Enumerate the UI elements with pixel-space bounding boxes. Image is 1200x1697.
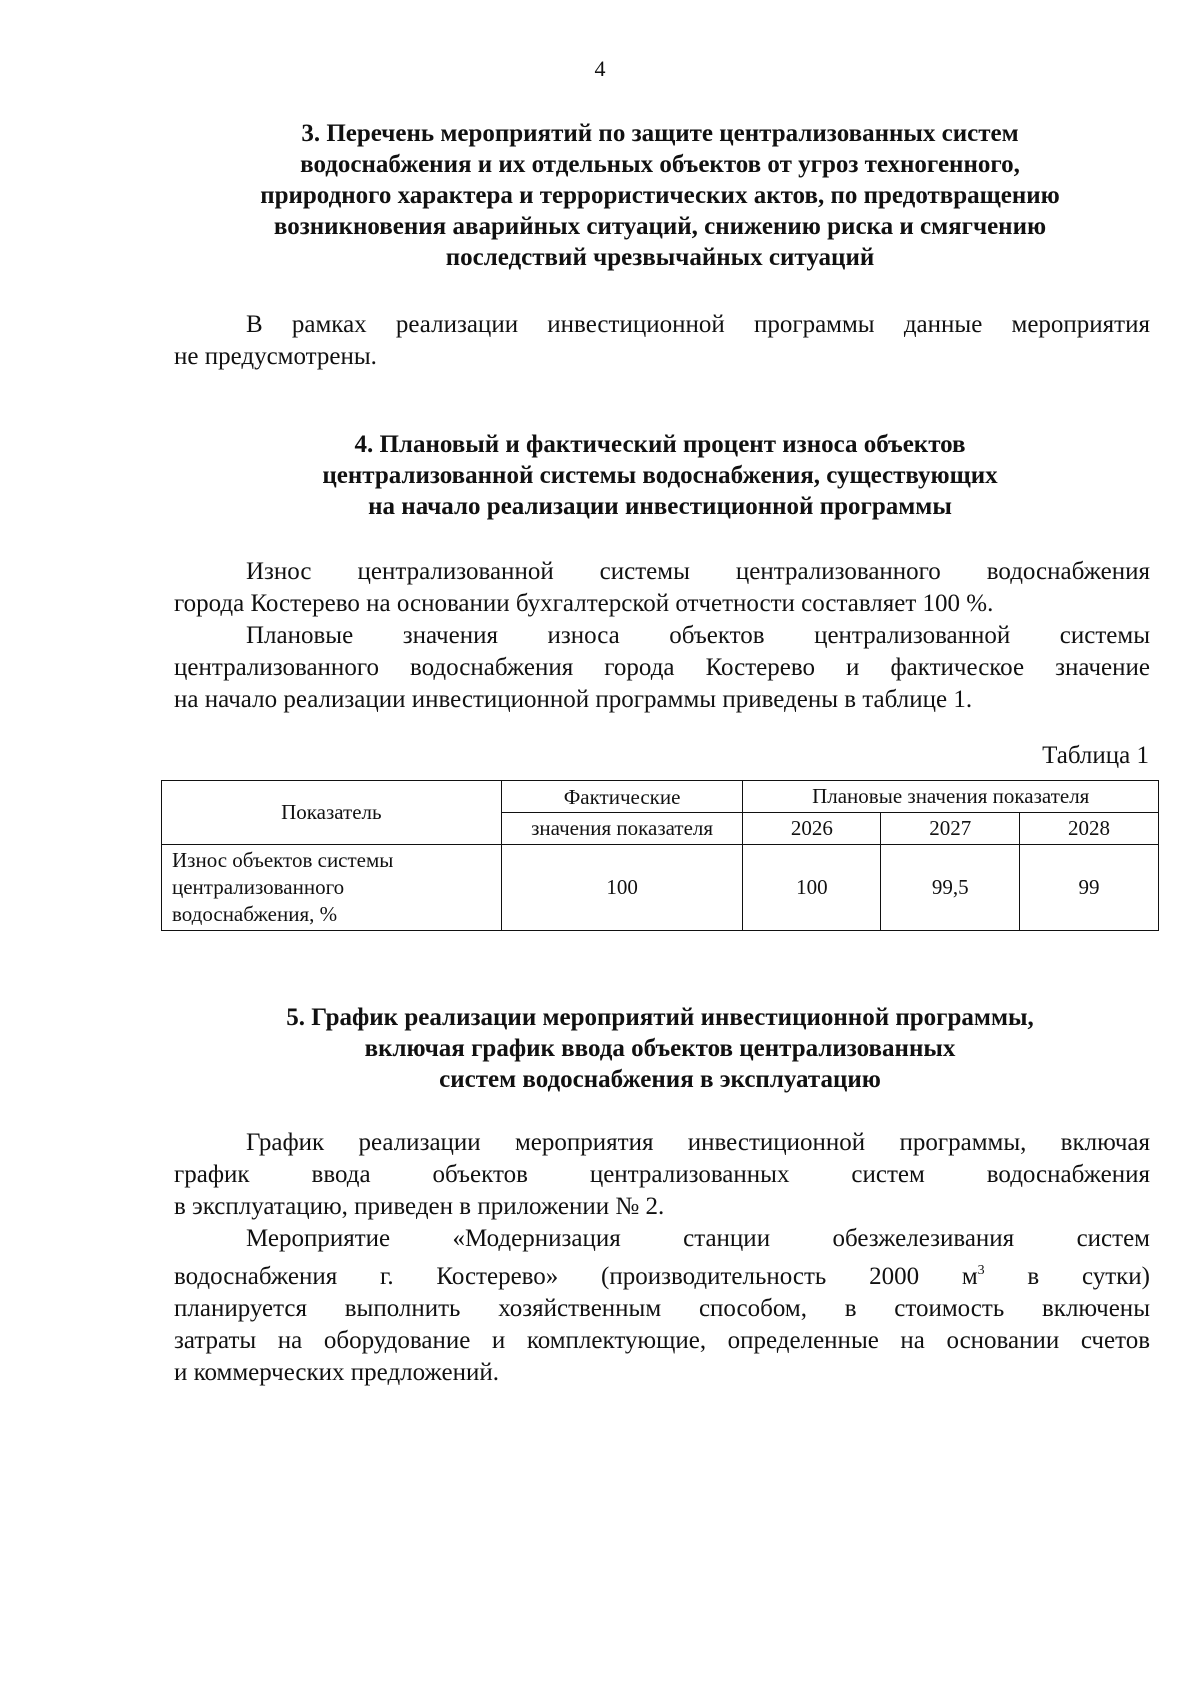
paragraph-line: и коммерческих предложений. [174,1359,499,1386]
header-actual-line1: Фактические [501,781,743,813]
heading-line: систем водоснабжения в эксплуатацию [439,1066,881,1093]
header-year: 2028 [1020,813,1159,845]
header-year: 2027 [881,813,1020,845]
section-5-paragraph-1 [174,1127,1150,1223]
heading-line: последствий чрезвычайных ситуаций [445,244,875,271]
heading-line: 5. График реализации мероприятий инвестиционной программы, [286,1004,1034,1031]
paragraph-line: в эксплуатацию, приведен в приложении № 2. [174,1193,665,1220]
page-number: 4 [594,56,606,81]
paragraph-line: В рамках реализации инвестиционной программы данные мероприятия [246,311,1150,338]
row-actual-value: 100 [501,845,743,931]
paragraph-line [174,1255,1150,1293]
paragraph-line: не предусмотрены. [174,343,377,370]
paragraph-line: Износ централизованной системы централизованного водоснабжения [246,558,1150,585]
section-5-heading [170,1002,1150,1095]
section-3-paragraph [174,309,1150,373]
text-fragment: водоснабжения г. Костерево» (производительность 2000 м [174,1263,978,1290]
superscript: 3 [977,1263,985,1278]
table-row [162,845,1159,931]
paragraph-line: планируется выполнить хозяйственным способом, в стоимость включены [174,1295,1150,1322]
row-name-line: Износ объектов системы [172,848,394,872]
heading-line: природного характера и террористических актов, по предотвращению [260,182,1060,209]
header-actual-line2: значения показателя [501,813,743,845]
heading-line: 4. Плановый и фактический процент износа объектов [354,431,966,458]
header-year: 2026 [743,813,881,845]
heading-line: включая график ввода объектов централизованных [364,1035,956,1062]
row-planned-value: 99 [1020,845,1159,931]
row-planned-value: 100 [743,845,881,931]
section-3-heading [170,118,1150,273]
row-indicator-name [162,845,502,931]
row-name-line: водоснабжения, % [172,902,338,926]
paragraph-line: Мероприятие «Модернизация станции обезжелезивания систем [246,1225,1150,1252]
row-name-line: централизованного [172,875,345,899]
text-fragment: в сутки) [984,1263,1150,1290]
paragraph-line: города Костерево на основании бухгалтерской отчетности составляет 100 %. [174,590,994,617]
heading-line: возникновения аварийных ситуаций, снижению риска и смягчению [273,213,1047,240]
paragraph-line: централизованного водоснабжения города Костерево и фактическое значение [174,654,1150,681]
header-planned: Плановые значения показателя [743,781,1159,813]
row-planned-value: 99,5 [881,845,1020,931]
table-header-row [162,781,1159,813]
section-4-paragraph-1 [174,556,1150,620]
section-5-paragraph-2 [174,1223,1150,1389]
paragraph-line: график ввода объектов централизованных систем водоснабжения [174,1161,1150,1188]
heading-line: на начало реализации инвестиционной программы [368,493,952,520]
table-caption: Таблица 1 [1042,742,1149,769]
header-indicator: Показатель [162,781,502,845]
section-4-paragraph-2 [174,620,1150,716]
wear-table [161,780,1159,931]
paragraph-line: затраты на оборудование и комплектующие, определенные на основании счетов [174,1327,1150,1354]
heading-line: водоснабжения и их отдельных объектов от угроз техногенного, [300,151,1020,178]
paragraph-line: на начало реализации инвестиционной программы приведены в таблице 1. [174,686,973,713]
paragraph-line: График реализации мероприятия инвестиционной программы, включая [246,1129,1150,1156]
section-4-heading [170,429,1150,522]
heading-line: централизованной системы водоснабжения, существующих [322,462,998,489]
paragraph-line: Плановые значения износа объектов централизованной системы [246,622,1150,649]
heading-line: 3. Перечень мероприятий по защите централизованных систем [301,120,1019,147]
